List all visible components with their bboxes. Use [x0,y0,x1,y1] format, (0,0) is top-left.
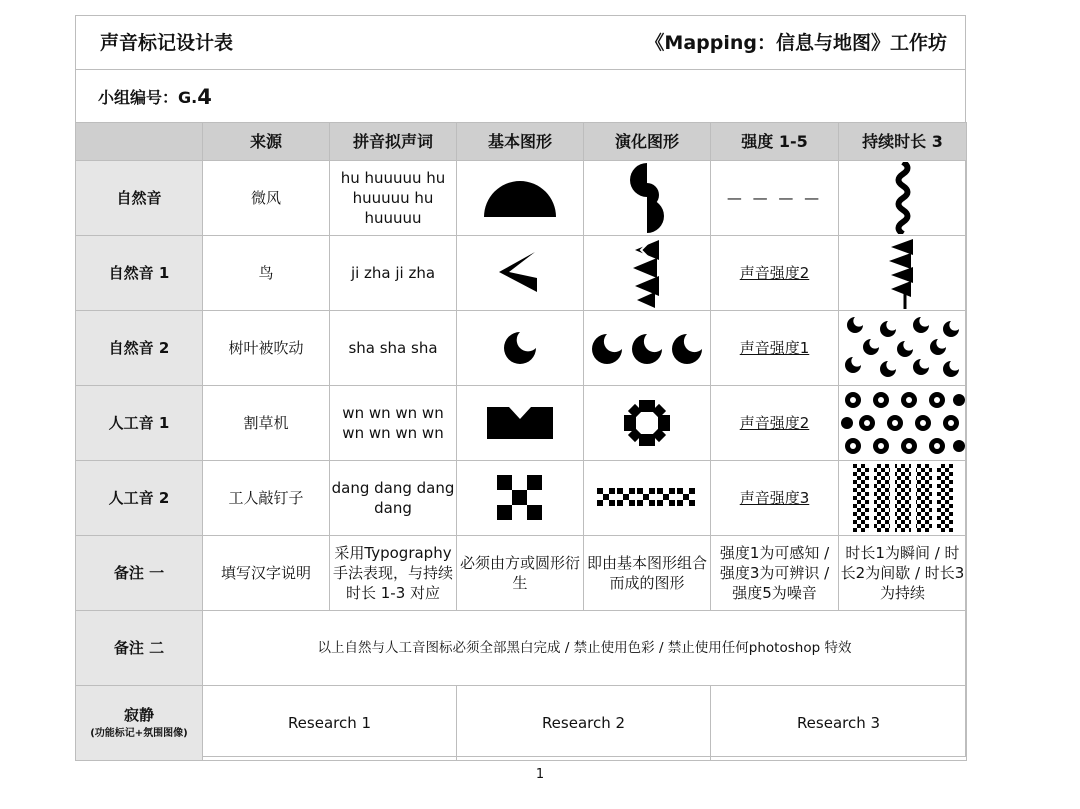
sound-table [75,122,967,761]
col-header: 拼音拟声词 [330,123,457,161]
silence-label: 寂静 [123,706,154,725]
row-label: 自然音 2 [76,311,203,386]
source-cell: 微风 [203,161,330,236]
col-header: 强度 1-5 [711,123,839,161]
table-row [76,461,967,536]
row-label: 备注 一 [76,536,203,611]
strength-cell: 声音强度2 [711,236,839,311]
evolved-shape-cell [584,386,711,461]
research-cell: Research 2 [457,686,711,761]
source-cell: 树叶被吹动 [203,311,330,386]
col-header: 来源 [203,123,330,161]
source-cell: 割草机 [203,386,330,461]
workshop-title: 《Mapping：信息与地图》工作坊 [645,32,947,54]
duration-cell [839,461,967,536]
header-corner [76,123,203,161]
sheet-title: 声音标记设计表 [100,32,234,54]
duration-cell [839,311,967,386]
silence-row [76,686,967,761]
pinyin-cell: ji zha ji zha [330,236,457,311]
row-label: 自然音 [76,161,203,236]
silence-sublabel: (功能标记+氛围图像) [90,728,188,740]
row-label: 人工音 2 [76,461,203,536]
row-label: 自然音 1 [76,236,203,311]
note-cell: 填写汉字说明 [203,536,330,611]
gear-pattern-shape [841,390,965,456]
design-sheet [75,15,966,757]
checker-row-shape [597,488,697,508]
row-label: 备注 二 [76,611,203,686]
note-two-row [76,611,967,686]
col-header: 基本图形 [457,123,584,161]
group-label: 小组编号：G. [98,88,198,107]
basic-shape-cell [457,236,584,311]
pinyin-cell: dang dang dang dang [330,461,457,536]
group-row [76,69,965,122]
evolved-shape-cell [584,311,711,386]
group-number [98,84,212,108]
note-cell: 采用Typography 手法表现，与持续时长 1-3 对应 [330,536,457,611]
crescent-shape [500,328,540,368]
crescent-row-shape [587,328,707,368]
page-number: 1 [535,767,545,782]
row-label: 人工音 1 [76,386,203,461]
evolved-shape-cell [584,461,711,536]
basic-shape-cell [457,461,584,536]
note-cell: 时长1为瞬间 / 时长2为间歇 / 时长3为持续 [839,536,967,611]
duration-cell [839,236,967,311]
zigzag-line-shape [883,237,923,309]
col-header: 持续时长 3 [839,123,967,161]
source-cell: 工人敲钉子 [203,461,330,536]
basic-shape-cell [457,386,584,461]
note-one-row [76,536,967,611]
notched-rect-shape [485,405,555,441]
stacked-half-circles-shape [627,163,667,233]
pinyin-cell: wn wn wn wn wn wn wn wn [330,386,457,461]
pinwheel-shape [622,398,672,448]
wavy-line-shape [893,162,913,234]
table-row [76,386,967,461]
group-number-value: 4 [197,85,212,109]
zigzag-angles-shape [627,238,667,308]
note-cell: 以上自然与人工音图标必须全部黑白完成 / 禁止使用色彩 / 禁止使用任何photoshop 特效 [203,611,967,686]
strength-cell: — — — — [711,161,839,236]
col-header: 演化图形 [584,123,711,161]
row-label [76,686,203,761]
research-cell: Research 1 [203,686,457,761]
checker-columns-shape [853,464,953,532]
source-cell: 鸟 [203,236,330,311]
table-row [76,161,967,236]
basic-shape-cell [457,161,584,236]
table-header-row [76,123,967,161]
table-row [76,236,967,311]
note-cell: 即由基本图形组合而成的图形 [584,536,711,611]
angle-shape [495,248,545,298]
note-cell: 必须由方或圆形衍生 [457,536,584,611]
note-cell: 强度1为可感知 / 强度3为可辨识 / 强度5为噪音 [711,536,839,611]
research-cell: Research 3 [711,686,967,761]
half-circle-shape [480,173,560,223]
table-row [76,311,967,386]
strength-cell: 声音强度1 [711,311,839,386]
strength-cell: 声音强度2 [711,386,839,461]
pinyin-cell: hu huuuuu hu huuuuu hu huuuuu [330,161,457,236]
duration-cell [839,161,967,236]
evolved-shape-cell [584,161,711,236]
checker-block-shape [497,475,543,521]
duration-cell [839,386,967,461]
evolved-shape-cell [584,236,711,311]
strength-cell: 声音强度3 [711,461,839,536]
pinyin-cell: sha sha sha [330,311,457,386]
scattered-crescents-shape [843,313,963,383]
basic-shape-cell [457,311,584,386]
sheet-header [76,16,965,70]
